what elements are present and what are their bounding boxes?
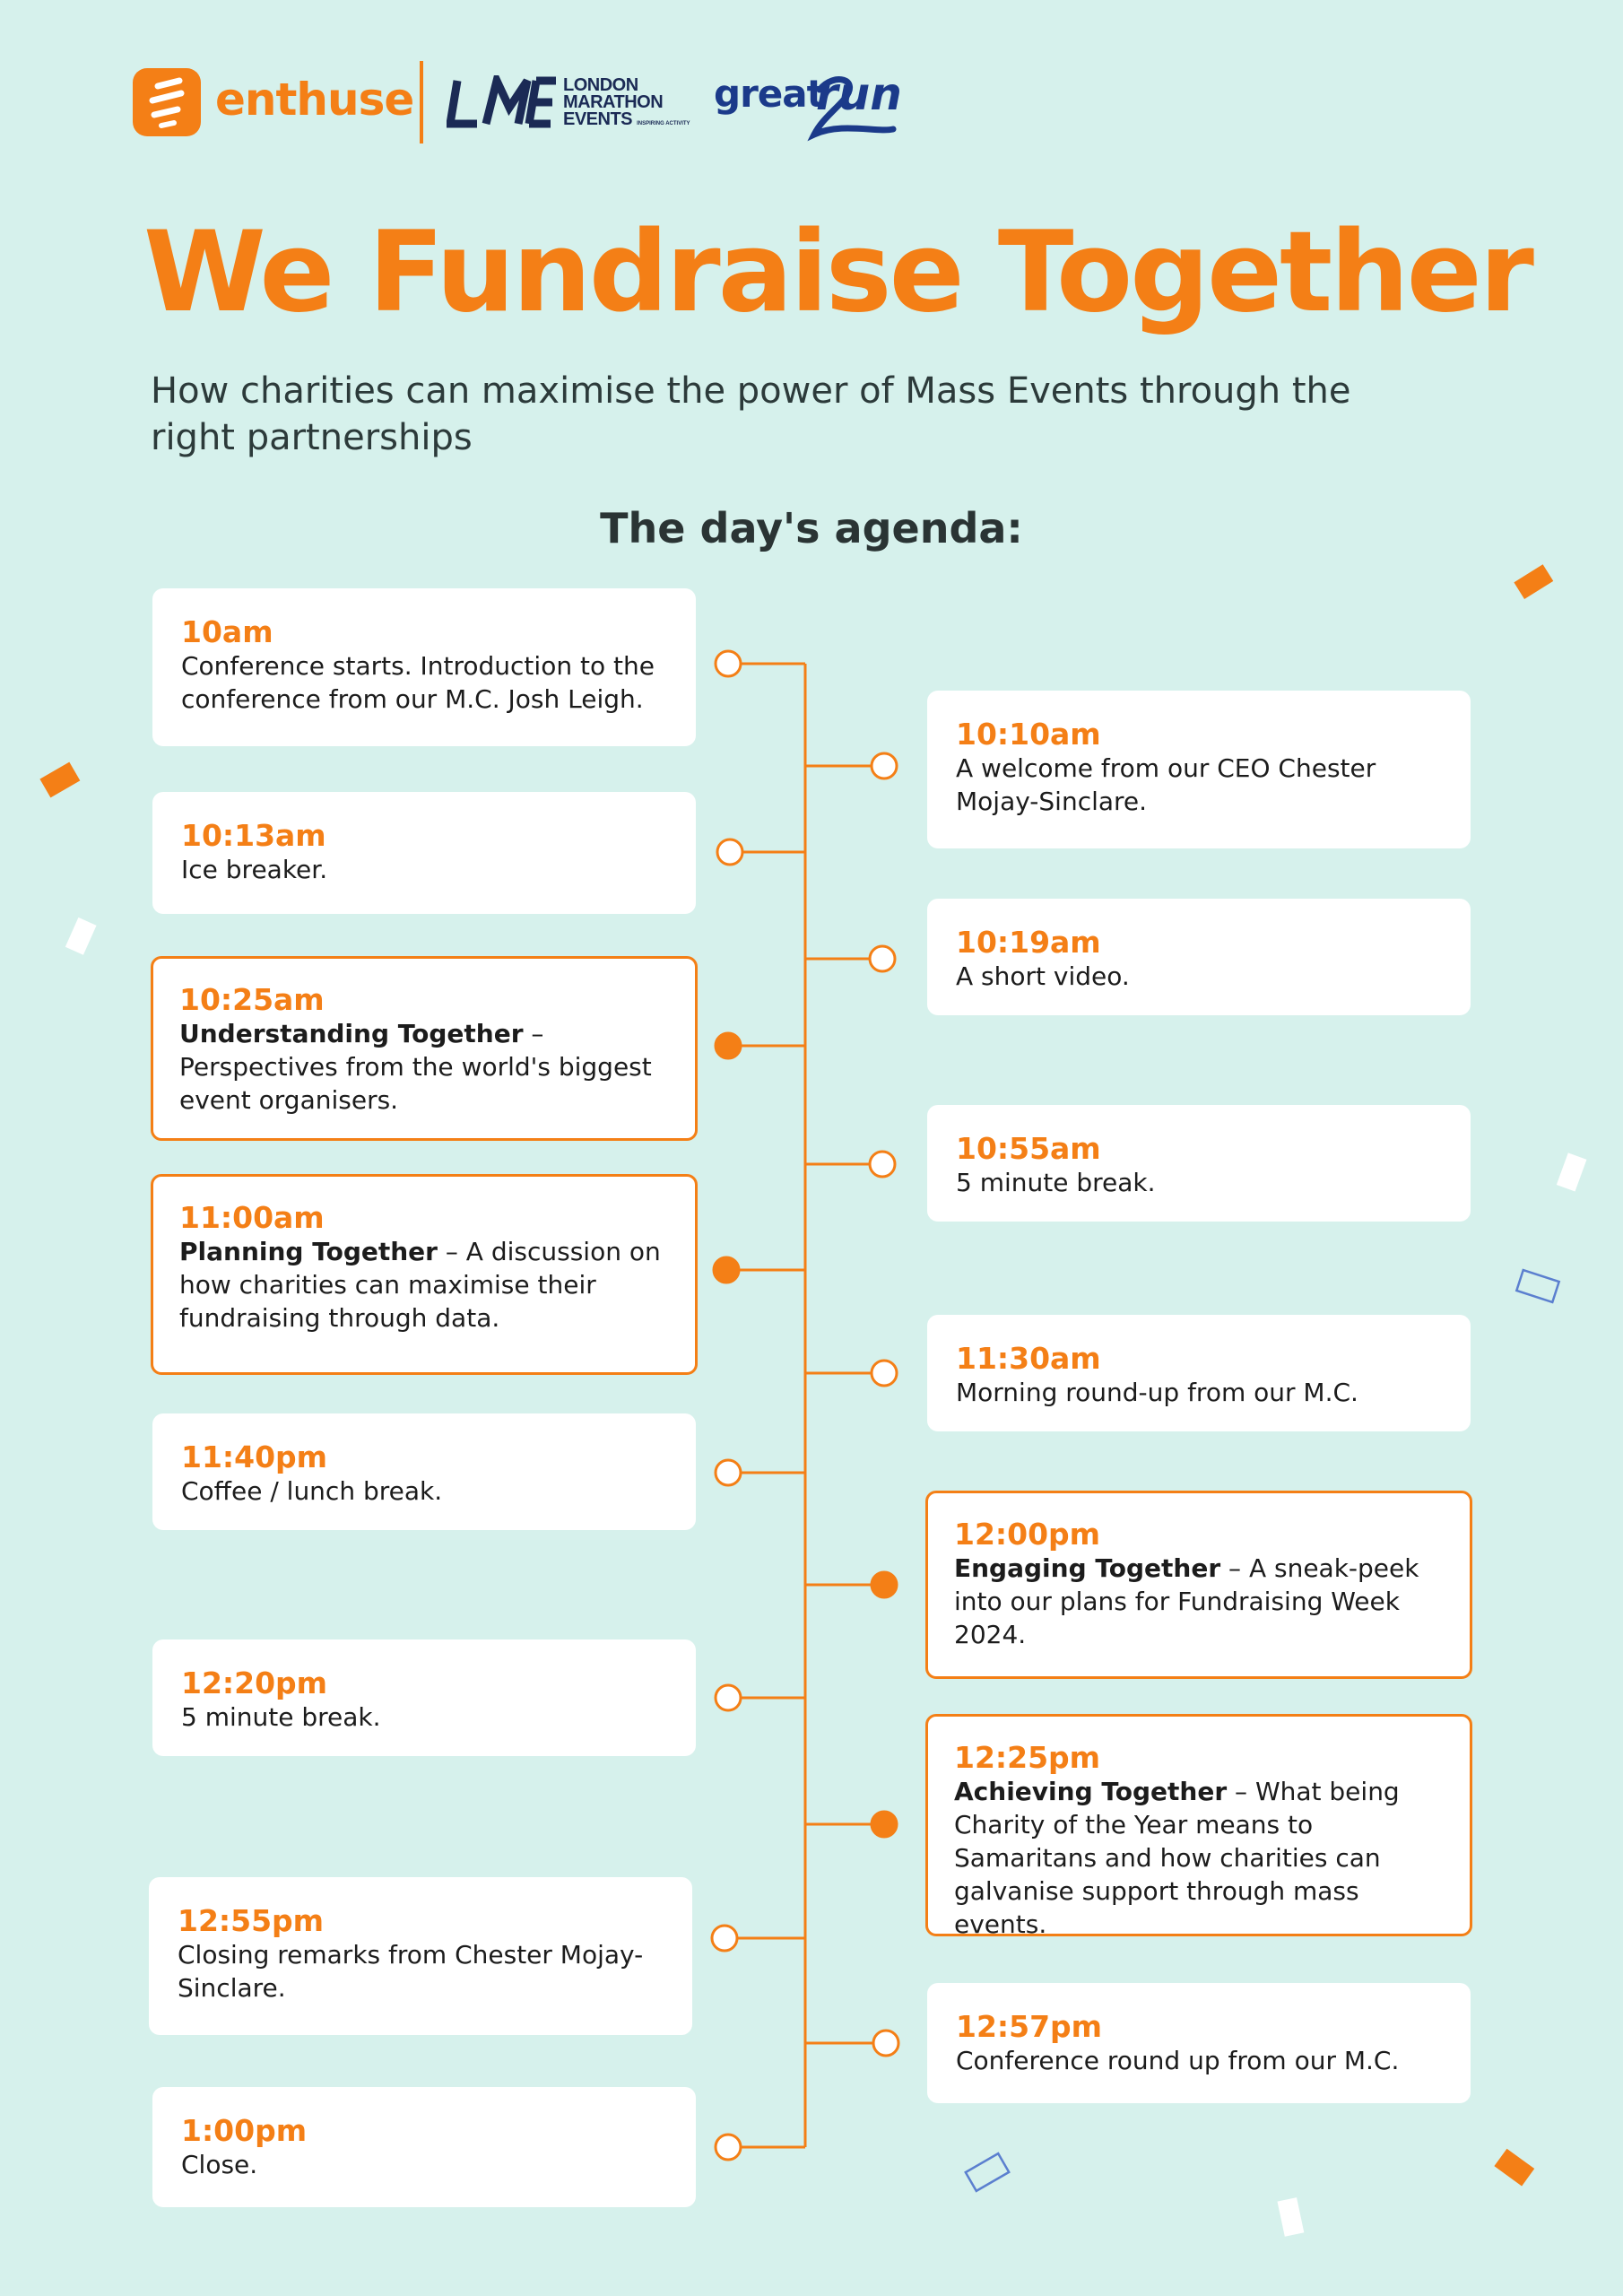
agenda-desc: Conference round up from our M.C.: [956, 2046, 1400, 2075]
agenda-time: 12:57pm: [956, 2009, 1103, 2044]
timeline-node: [872, 1361, 897, 1386]
agenda-card: [927, 691, 1471, 848]
agenda-desc: 5 minute break.: [181, 1702, 381, 1732]
timeline-node: [716, 1033, 741, 1058]
agenda-desc: Conference starts. Introduction to the conference from our M.C. Josh Leigh.: [181, 651, 655, 714]
timeline-node: [716, 1460, 741, 1485]
agenda-time: 11:40pm: [181, 1439, 328, 1474]
enthuse-logo-text: enthuse: [215, 74, 414, 126]
agenda-time: 10:25am: [179, 982, 325, 1017]
agenda-time: 11:00am: [179, 1200, 325, 1235]
agenda-desc: A welcome from our CEO Chester Mojay-Sinclare.: [956, 753, 1376, 816]
agenda-time: 10am: [181, 614, 273, 649]
agenda-heading: The day's agenda:: [600, 504, 1023, 552]
agenda-desc: Engaging Together – A sneak-peek into our plans for Fundraising Week 2024.: [954, 1553, 1419, 1649]
agenda-card: [927, 1315, 1471, 1431]
timeline-node: [712, 1926, 737, 1951]
agenda-time: 12:25pm: [954, 1740, 1101, 1775]
agenda-card: [152, 792, 696, 914]
confetti-icon: [956, 2145, 1019, 2199]
agenda-card: [927, 1983, 1471, 2103]
agenda-card-highlight: [925, 1491, 1472, 1679]
page-title: We Fundraise Together: [143, 208, 1532, 337]
agenda-time: 11:30am: [956, 1341, 1101, 1376]
timeline-node: [717, 839, 742, 865]
page-subtitle: How charities can maximise the power of Mass Events through the right partnerships: [151, 370, 1351, 458]
enthuse-logo-icon: [133, 68, 201, 136]
agenda-session-title: Planning Together: [179, 1237, 438, 1266]
agenda-session-title: Understanding Together: [179, 1019, 524, 1048]
agenda-desc: Understanding Together – Perspectives from the world's biggest event organisers.: [179, 1019, 652, 1115]
agenda-session-title: Achieving Together: [954, 1777, 1228, 1806]
agenda-card: [927, 1105, 1471, 1222]
agenda-time: 12:00pm: [954, 1517, 1101, 1552]
agenda-desc: Achieving Together – What being Charity of the Year means to Samaritans and how charities can galvanise support through mass events.: [954, 1777, 1400, 1939]
lme-logo-icon: [447, 75, 559, 133]
confetti-icon: [1487, 2140, 1541, 2194]
agenda-time: 10:55am: [956, 1131, 1101, 1166]
agenda-desc: 5 minute break.: [956, 1168, 1156, 1197]
agenda-desc: Close.: [181, 2150, 258, 2179]
agenda-desc: Ice breaker.: [181, 855, 328, 884]
confetti-icon: [59, 908, 104, 961]
timeline-node: [716, 2135, 741, 2160]
timeline-node: [872, 753, 897, 778]
confetti-icon: [1506, 556, 1560, 610]
agenda-card: [152, 588, 696, 746]
agenda-card: [152, 2087, 696, 2207]
agenda-card: [152, 1413, 696, 1530]
agenda-card-highlight: [925, 1714, 1472, 1939]
agenda-card: [927, 899, 1471, 1015]
agenda-card: [152, 1639, 696, 1756]
logo-bar: [133, 57, 940, 147]
agenda-time: 12:20pm: [181, 1665, 328, 1700]
agenda-time: 1:00pm: [181, 2113, 308, 2148]
confetti-icon: [1268, 2188, 1313, 2242]
timeline-node: [870, 946, 895, 971]
confetti-icon: [1506, 1259, 1569, 1313]
agenda-desc: Planning Together – A discussion on how charities can maximise their fundraising through data.: [179, 1237, 661, 1333]
timeline-node: [872, 1572, 897, 1597]
timeline-node: [873, 2031, 898, 2056]
agenda-desc: Coffee / lunch break.: [181, 1476, 443, 1506]
timeline-node: [870, 1152, 895, 1177]
agenda-time: 12:55pm: [178, 1903, 325, 1938]
agenda-session-title: Engaging Together: [954, 1553, 1221, 1583]
agenda-card-highlight: [151, 956, 698, 1141]
great-run-logo-run: run: [816, 68, 902, 120]
agenda-time: 10:13am: [181, 818, 326, 853]
timeline-node: [716, 651, 741, 676]
timeline-node: [716, 1685, 741, 1710]
agenda-card-highlight: [151, 1174, 698, 1375]
logo-divider: [420, 61, 423, 144]
timeline-node: [872, 1812, 897, 1837]
agenda-time: 10:19am: [956, 925, 1101, 960]
agenda-desc: Closing remarks from Chester Mojay-Sinclare.: [178, 1940, 644, 2003]
agenda-desc: Morning round-up from our M.C.: [956, 1378, 1358, 1407]
lme-logo-text: LONDON MARATHON EVENTS INSPIRING ACTIVITY: [563, 75, 690, 129]
great-run-swoosh-icon: [778, 66, 904, 156]
great-run-logo-text: great: [714, 72, 824, 116]
confetti-icon: [1549, 1144, 1594, 1198]
confetti-icon: [32, 753, 86, 807]
agenda-desc: A short video.: [956, 961, 1130, 991]
agenda-time: 10:10am: [956, 717, 1101, 752]
timeline-node: [714, 1257, 739, 1283]
agenda-card: [149, 1877, 692, 2035]
